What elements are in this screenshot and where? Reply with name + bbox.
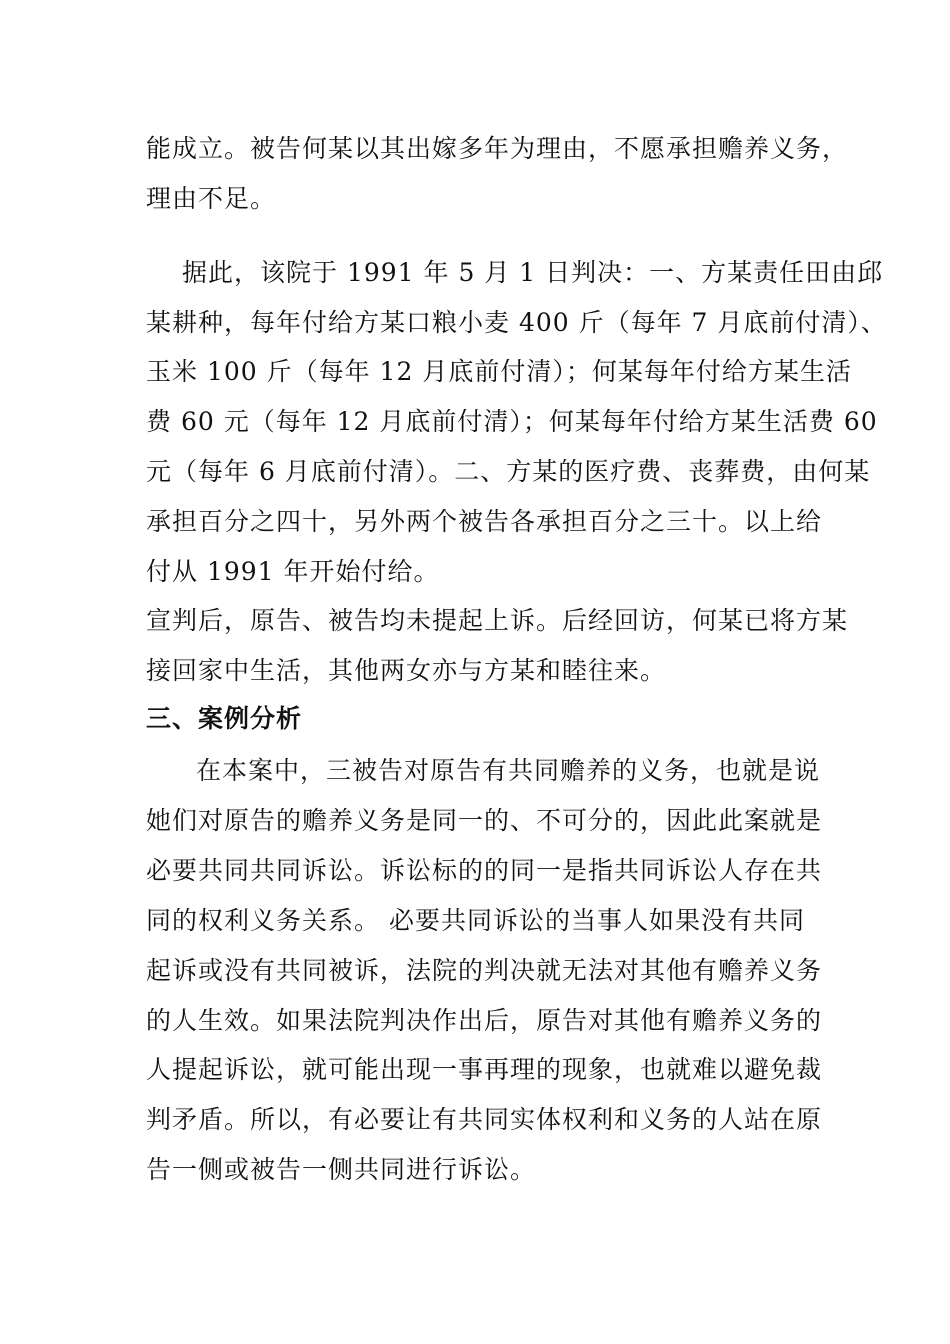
text-line: 必要共同共同诉讼。诉讼标的的同一是指共同诉讼人存在共 <box>146 856 823 885</box>
section-heading: 三、案例分析 <box>146 704 303 733</box>
text-line: 起诉或没有共同被诉，法院的判决就无法对其他有赡养义务 <box>146 956 823 985</box>
text-line: 宣判后，原告、被告均未提起上诉。后经回访，何某已将方某 <box>146 606 849 635</box>
text-line: 的人生效。如果法院判决作出后，原告对其他有赡养义务的 <box>146 1006 823 1035</box>
text-line: 能成立。被告何某以其出嫁多年为理由，不愿承担赡养义务， <box>146 134 849 163</box>
text-line: 人提起诉讼，就可能出现一事再理的现象，也就难以避免裁 <box>146 1055 823 1084</box>
text-line: 元（每年 6 月底前付清）。二、方某的医疗费、丧葬费，由何某 <box>146 457 871 486</box>
text-line: 承担百分之四十，另外两个被告各承担百分之三十。以上给 <box>146 507 823 536</box>
text-line: 理由不足。 <box>146 184 277 213</box>
text-line: 在本案中，三被告对原告有共同赡养的义务，也就是说 <box>196 756 821 785</box>
text-line: 接回家中生活，其他两女亦与方某和睦往来。 <box>146 656 667 685</box>
text-line: 告一侧或被告一侧共同进行诉讼。 <box>146 1155 537 1184</box>
text-line: 她们对原告的赡养义务是同一的、不可分的，因此此案就是 <box>146 806 823 835</box>
text-line: 费 60 元（每年 12 月底前付清）；何某每年付给方某生活费 60 <box>146 407 878 436</box>
text-line: 某耕种，每年付给方某口粮小麦 400 斤（每年 7 月底前付清）、 <box>146 308 887 337</box>
text-line: 据此，该院于 1991 年 5 月 1 日判决：一、方某责任田由邱 <box>182 258 884 287</box>
text-line: 付从 1991 年开始付给。 <box>146 557 440 586</box>
text-line: 同的权利义务关系。 必要共同诉讼的当事人如果没有共同 <box>146 906 805 935</box>
text-line: 玉米 100 斤（每年 12 月底前付清）；何某每年付给方某生活 <box>146 357 852 386</box>
text-line: 判矛盾。所以，有必要让有共同实体权利和义务的人站在原 <box>146 1105 823 1134</box>
